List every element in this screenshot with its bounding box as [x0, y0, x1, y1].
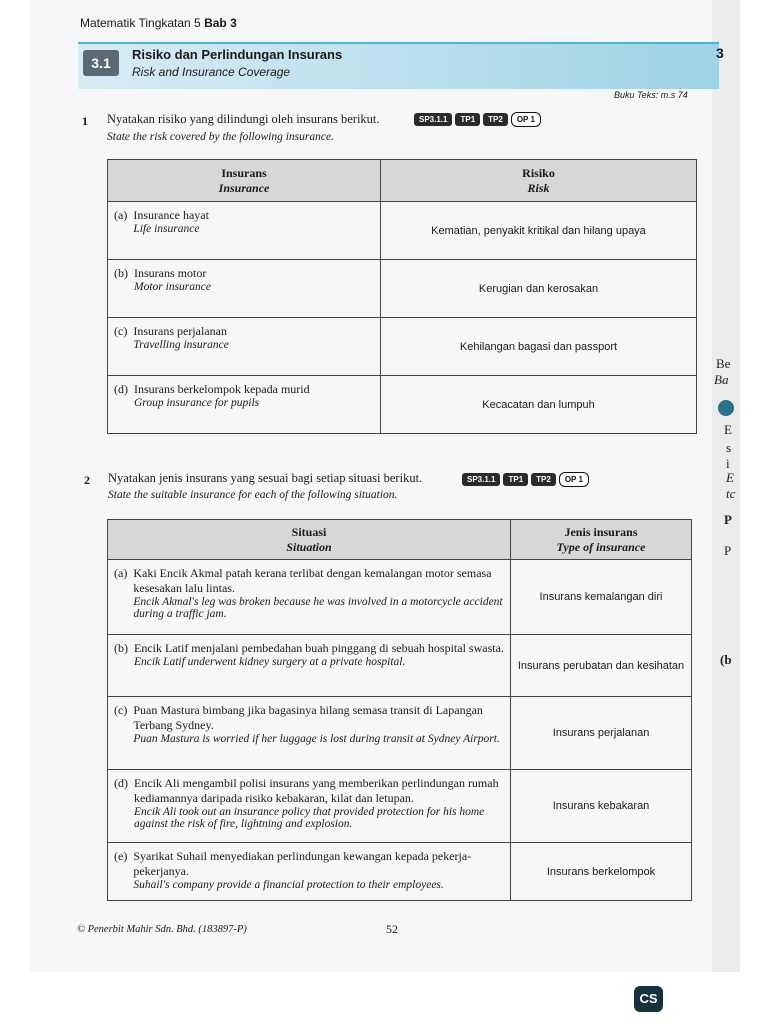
table-row	[108, 318, 697, 376]
tag-op: OP 1	[559, 472, 589, 487]
tag-op: OP 1	[511, 112, 541, 127]
header-ms: Insurans	[221, 165, 267, 180]
situation-cell	[108, 560, 511, 635]
insurance-type-answer: Insurans kemalangan diri	[511, 560, 692, 635]
row-label: (d)	[114, 382, 128, 396]
risk-answer: Kehilangan bagasi dan passport	[381, 318, 697, 376]
situation-ms: Kaki Encik Akmal patah kerana terlibat dengan kemalangan motor semasa kesesakan lalu lintas.	[133, 566, 492, 595]
insurance-cell	[108, 318, 381, 376]
page-number: 52	[386, 922, 398, 936]
situation-en: Suhail's company provide a financial protection to their employees.	[133, 879, 444, 891]
right-fragment: i	[726, 456, 730, 471]
row-label: (b)	[114, 266, 128, 280]
section-title: Risiko dan Perlindungan Insurans	[132, 47, 343, 62]
question-2-text: Nyatakan jenis insurans yang sesuai bagi setiap situasi berikut.	[108, 471, 423, 485]
row-label: (b)	[114, 641, 128, 655]
row-label: (a)	[114, 566, 128, 580]
situation-ms: Syarikat Suhail menyediakan perlindungan kewangan kepada pekerja-pekerjanya.	[133, 849, 472, 878]
table-row	[108, 202, 697, 260]
situation-en: Encik Latif underwent kidney surgery at a private hospital.	[134, 656, 406, 668]
header-en: Insurance	[218, 180, 270, 195]
row-label: (e)	[114, 849, 128, 863]
question-2-table	[107, 519, 692, 901]
insurance-ms: Insurans perjalanan	[133, 324, 227, 338]
right-fragment: Be	[716, 356, 731, 371]
insurance-type-answer: Insurans berkelompok	[511, 843, 692, 901]
insurance-type-answer: Insurans perubatan dan kesihatan	[511, 635, 692, 697]
right-fragment: tc	[726, 486, 736, 501]
situation-ms: Encik Latif menjalani pembedahan buah pinggang di sebuah hospital swasta.	[134, 641, 504, 655]
row-label: (d)	[114, 776, 128, 790]
header-en: Risk	[527, 180, 550, 195]
row-label: (a)	[114, 208, 128, 222]
insurance-en: Travelling insurance	[133, 339, 229, 351]
question-1-table	[107, 159, 697, 434]
right-fragment: (b	[720, 652, 732, 667]
insurance-type-answer: Insurans kebakaran	[511, 770, 692, 843]
insurance-cell	[108, 376, 381, 434]
blue-marker	[718, 400, 734, 416]
chapter-marker: 3	[716, 45, 724, 61]
insurance-cell	[108, 202, 381, 260]
risk-answer: Kematian, penyakit kritikal dan hilang upaya	[381, 202, 697, 260]
table-row	[108, 260, 697, 318]
table-row	[108, 697, 692, 770]
situation-en: Encik Akmal's leg was broken because he was involved in a motorcycle accident during a traffic jam.	[133, 596, 503, 620]
table-row	[108, 843, 692, 901]
table-row	[108, 376, 697, 434]
right-fragment: P	[724, 543, 732, 558]
right-fragment: P	[724, 512, 732, 527]
row-label: (c)	[114, 324, 128, 338]
insurance-ms: Insurance hayat	[133, 208, 209, 222]
question-1-number: 1	[82, 114, 88, 128]
table-header	[511, 520, 692, 560]
right-fragment: E	[724, 422, 732, 437]
section-number-badge: 3.1	[83, 50, 119, 76]
chapter-label: Bab 3	[204, 16, 237, 30]
table-header	[381, 160, 697, 202]
table-row	[108, 770, 692, 843]
adjacent-page-strip	[712, 0, 740, 972]
situation-cell	[108, 697, 511, 770]
question-1-text: Nyatakan risiko yang dilindungi oleh insurans berikut.	[107, 112, 380, 126]
table-header	[108, 520, 511, 560]
table-row	[108, 560, 692, 635]
right-fragment: Ba	[714, 372, 729, 387]
insurance-en: Life insurance	[133, 223, 200, 235]
question-1-tags	[414, 112, 541, 127]
tag-tp1: TP1	[503, 473, 528, 486]
insurance-ms: Insurans berkelompok kepada murid	[134, 382, 310, 396]
section-subtitle: Risk and Insurance Coverage	[132, 65, 291, 79]
insurance-cell	[108, 260, 381, 318]
tag-tp2: TP2	[483, 113, 508, 126]
situation-cell	[108, 843, 511, 901]
situation-en: Encik Ali took out an insurance policy that provided protection for his home against the risk of fire, lightning and explosion.	[134, 806, 485, 830]
right-fragment: E	[726, 470, 734, 485]
situation-ms: Encik Ali mengambil polisi insurans yang memberikan perlindungan rumah kediamannya daripada risiko kebakaran, kilat dan letupan.	[134, 776, 499, 805]
question-2-translation: State the suitable insurance for each of the following situation.	[108, 489, 398, 501]
question-2-tags	[462, 472, 589, 487]
risk-answer: Kecacatan dan lumpuh	[381, 376, 697, 434]
insurance-type-answer: Insurans perjalanan	[511, 697, 692, 770]
book-title: Matematik Tingkatan 5	[80, 16, 201, 30]
right-fragment: s	[726, 440, 732, 455]
tag-tp1: TP1	[455, 113, 480, 126]
header-en: Type of insurance	[556, 539, 646, 554]
insurance-en: Group insurance for pupils	[134, 397, 260, 409]
header-ms: Risiko	[522, 165, 555, 180]
textbook-reference: Buku Teks: m.s 74	[614, 90, 688, 100]
tag-sp: SP3.1.1	[414, 113, 452, 126]
situation-cell	[108, 770, 511, 843]
situation-ms: Puan Mastura bimbang jika bagasinya hilang semasa transit di Lapangan Terbang Sydney.	[133, 703, 483, 732]
risk-answer: Kerugian dan kerosakan	[381, 260, 697, 318]
situation-en: Puan Mastura is worried if her luggage is lost during transit at Sydney Airport.	[133, 733, 500, 745]
row-label: (c)	[114, 703, 128, 717]
publisher-footer: © Penerbit Mahir Sdn. Bhd. (183897-P)	[77, 924, 247, 935]
camscanner-badge: CS	[634, 986, 663, 1012]
situation-cell	[108, 635, 511, 697]
table-row	[108, 635, 692, 697]
insurance-en: Motor insurance	[134, 281, 211, 293]
insurance-ms: Insurans motor	[134, 266, 207, 280]
question-1-translation: State the risk covered by the following insurance.	[107, 131, 334, 143]
header-ms: Jenis insurans	[564, 524, 638, 539]
tag-tp2: TP2	[531, 473, 556, 486]
header-en: Situation	[286, 539, 332, 554]
header-ms: Situasi	[291, 524, 327, 539]
question-2-number: 2	[84, 473, 90, 487]
tag-sp: SP3.1.1	[462, 473, 500, 486]
table-header	[108, 160, 381, 202]
running-header	[80, 16, 237, 30]
